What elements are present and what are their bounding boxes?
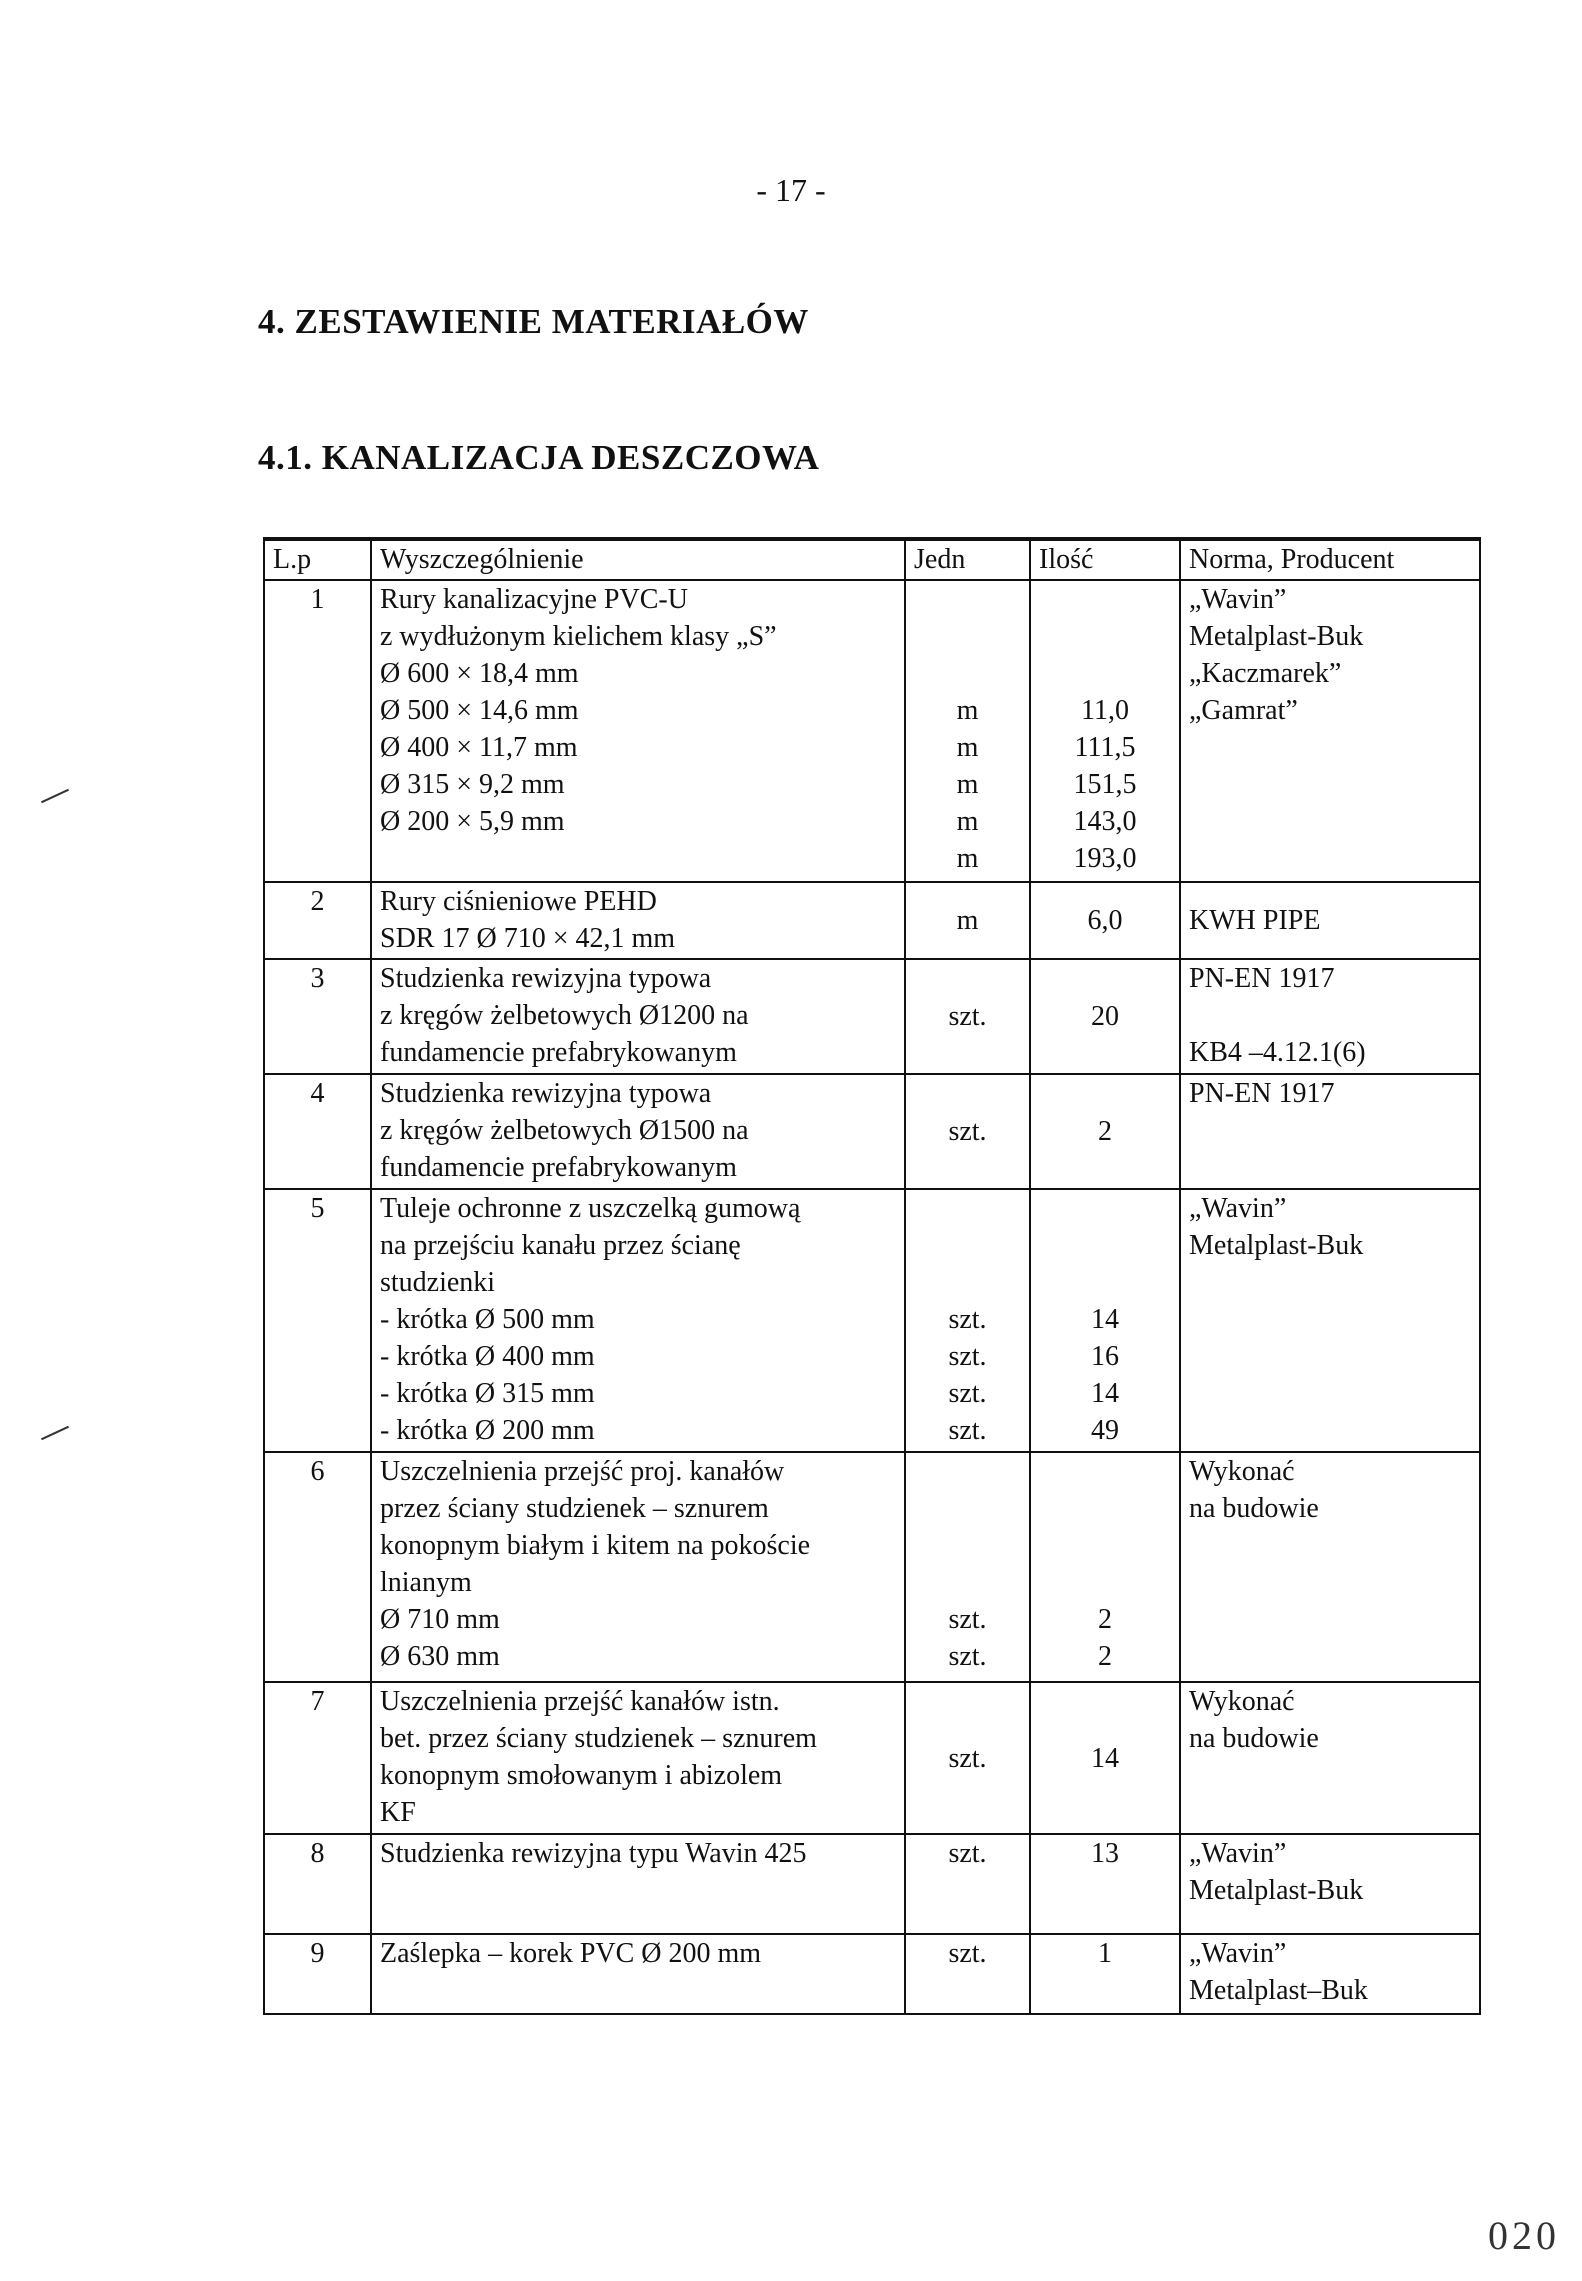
row-quantity: 14 <box>1030 1682 1180 1834</box>
description-line: Tuleje ochronne z uszczelką gumową <box>380 1193 801 1224</box>
margin-pencil-mark <box>41 1426 69 1440</box>
quantity-value: 14 <box>1091 1378 1119 1409</box>
description-line: Uszczelnienia przejść kanałów istn. <box>380 1686 780 1717</box>
row-unit: szt. <box>905 1834 1030 1934</box>
row-norm <box>1180 1452 1480 1682</box>
quantity-value: 2 <box>1098 1604 1112 1635</box>
quantity-value: 151,5 <box>1073 769 1137 800</box>
row-description <box>371 1682 905 1834</box>
row-number: 8 <box>264 1834 371 1934</box>
description-line: Ø 630 mm <box>380 1641 500 1672</box>
unit-value: szt. <box>948 1341 987 1372</box>
unit-value: szt. <box>948 1304 987 1335</box>
description-line: studzienki <box>380 1267 496 1298</box>
norm-line: Metalplast-Buk <box>1189 1875 1364 1906</box>
header-description: Wyszczególnienie <box>371 539 905 580</box>
unit-value: m <box>956 732 979 763</box>
description-line: KF <box>380 1797 416 1828</box>
description-line: na przejściu kanału przez ścianę <box>380 1230 741 1261</box>
description-line: Rury kanalizacyjne PVC-U <box>380 584 688 615</box>
quantity-value: 143,0 <box>1073 806 1137 837</box>
row-quantity: 13 <box>1030 1834 1180 1934</box>
description-line: lnianym <box>380 1567 472 1598</box>
row-unit <box>905 580 1030 882</box>
row-norm: KWH PIPE <box>1180 882 1480 959</box>
norm-line: „Wavin” <box>1189 1838 1287 1869</box>
table-row <box>264 1834 1480 1934</box>
table-row <box>264 882 1480 959</box>
row-description <box>371 1834 905 1934</box>
row-description <box>371 1074 905 1189</box>
quantity-value: 193,0 <box>1073 843 1137 874</box>
row-number: 3 <box>264 959 371 1074</box>
row-description <box>371 1934 905 2014</box>
norm-line: KB4 –4.12.1(6) <box>1189 1037 1366 1068</box>
row-norm <box>1180 1834 1480 1934</box>
row-unit: szt. <box>905 1682 1030 1834</box>
row-number: 9 <box>264 1934 371 2014</box>
header-quantity: Ilość <box>1030 539 1180 580</box>
quantity-value: 14 <box>1091 1304 1119 1335</box>
description-line: - krótka Ø 500 mm <box>380 1304 595 1335</box>
unit-value: m <box>956 769 979 800</box>
description-line: Ø 400 × 11,7 mm <box>380 732 578 763</box>
row-norm <box>1180 959 1480 1074</box>
description-line: Ø 200 × 5,9 mm <box>380 806 565 837</box>
norm-line: „Wavin” <box>1189 1193 1287 1224</box>
description-line: Studzienka rewizyjna typowa <box>380 963 712 994</box>
row-quantity: 20 <box>1030 959 1180 1074</box>
description-line: SDR 17 Ø 710 × 42,1 mm <box>380 923 676 954</box>
header-lp: L.p <box>264 539 371 580</box>
archive-stamp-number: 020 <box>1488 2213 1560 2258</box>
description-line: z kręgów żelbetowych Ø1200 na <box>380 1000 749 1031</box>
table-row <box>264 1074 1480 1189</box>
header-unit: Jedn <box>905 539 1030 580</box>
unit-value: szt. <box>948 1378 987 1409</box>
row-number: 1 <box>264 580 371 882</box>
norm-line: „Wavin” <box>1189 584 1287 615</box>
norm-line: na budowie <box>1189 1493 1319 1524</box>
row-norm: PN-EN 1917 <box>1180 1074 1480 1189</box>
row-norm <box>1180 1682 1480 1834</box>
row-description <box>371 1452 905 1682</box>
row-number: 4 <box>264 1074 371 1189</box>
quantity-value: 49 <box>1091 1415 1119 1446</box>
row-quantity <box>1030 580 1180 882</box>
description-line: - krótka Ø 200 mm <box>380 1415 595 1446</box>
row-quantity <box>1030 1452 1180 1682</box>
materials-table <box>263 537 1481 2015</box>
description-line: Ø 710 mm <box>380 1604 500 1635</box>
row-norm <box>1180 1934 1480 2014</box>
description-line: fundamencie prefabrykowanym <box>380 1037 737 1068</box>
row-quantity: 1 <box>1030 1934 1180 2014</box>
norm-line: Metalplast-Buk <box>1189 1230 1364 1261</box>
table-row <box>264 959 1480 1074</box>
description-line: Uszczelnienia przejść proj. kanałów <box>380 1456 785 1487</box>
section-title: 4. ZESTAWIENIE MATERIAŁÓW <box>258 302 809 341</box>
row-description <box>371 959 905 1074</box>
description-line: Studzienka rewizyjna typowa <box>380 1078 712 1109</box>
row-unit <box>905 1452 1030 1682</box>
row-description <box>371 580 905 882</box>
description-line: - krótka Ø 400 mm <box>380 1341 595 1372</box>
unit-value: szt. <box>948 1415 987 1446</box>
row-unit <box>905 1189 1030 1452</box>
row-number: 2 <box>264 882 371 959</box>
unit-value: m <box>956 843 979 874</box>
description-line: Ø 500 × 14,6 mm <box>380 695 579 726</box>
quantity-value: 2 <box>1098 1641 1112 1672</box>
row-description <box>371 1189 905 1452</box>
row-unit: m <box>905 882 1030 959</box>
row-norm <box>1180 580 1480 882</box>
row-number: 7 <box>264 1682 371 1834</box>
norm-line: „Kaczmarek” <box>1189 658 1342 689</box>
norm-line <box>1189 997 1471 1034</box>
subsection-title: 4.1. KANALIZACJA DESZCZOWA <box>258 438 820 477</box>
norm-line: „Gamrat” <box>1189 695 1298 726</box>
unit-value: m <box>956 695 979 726</box>
description-line: Ø 600 × 18,4 mm <box>380 658 579 689</box>
table-row <box>264 1934 1480 2014</box>
description-line: fundamencie prefabrykowanym <box>380 1152 737 1183</box>
norm-line: Wykonać <box>1189 1456 1295 1487</box>
row-quantity: 6,0 <box>1030 882 1180 959</box>
row-unit: szt. <box>905 1934 1030 2014</box>
description-line: Zaślepka – korek PVC Ø 200 mm <box>380 1938 762 1969</box>
description-line: przez ściany studzienek – sznurem <box>380 1493 769 1524</box>
table-row <box>264 1189 1480 1452</box>
row-description <box>371 882 905 959</box>
table-row <box>264 1452 1480 1682</box>
description-line: konopnym białym i kitem na pokoście <box>380 1530 811 1561</box>
description-line: - krótka Ø 315 mm <box>380 1378 595 1409</box>
margin-pencil-mark <box>41 789 69 803</box>
quantity-value: 111,5 <box>1074 732 1136 763</box>
norm-line: Metalplast-Buk <box>1189 621 1364 652</box>
table-row <box>264 580 1480 882</box>
header-norm-producer: Norma, Producent <box>1180 539 1480 580</box>
unit-value: szt. <box>948 1641 987 1672</box>
quantity-value: 11,0 <box>1081 695 1129 726</box>
table-header-row <box>264 539 1480 580</box>
row-number: 6 <box>264 1452 371 1682</box>
norm-line: Metalplast–Buk <box>1189 1975 1368 2006</box>
description-line: Rury ciśnieniowe PEHD <box>380 886 657 917</box>
row-unit: szt. <box>905 959 1030 1074</box>
norm-line: Wykonać <box>1189 1686 1295 1717</box>
description-line: z kręgów żelbetowych Ø1500 na <box>380 1115 749 1146</box>
norm-line: na budowie <box>1189 1723 1319 1754</box>
row-quantity: 2 <box>1030 1074 1180 1189</box>
norm-line: PN-EN 1917 <box>1189 963 1335 994</box>
description-line: bet. przez ściany studzienek – sznurem <box>380 1723 817 1754</box>
row-number: 5 <box>264 1189 371 1452</box>
description-line: z wydłużonym kielichem klasy „S” <box>380 621 777 652</box>
page-number: - 17 - <box>756 172 826 208</box>
unit-value: m <box>956 806 979 837</box>
description-line: konopnym smołowanym i abizolem <box>380 1760 783 1791</box>
norm-line: „Wavin” <box>1189 1938 1287 1969</box>
description-line: Studzienka rewizyjna typu Wavin 425 <box>380 1838 807 1869</box>
row-quantity <box>1030 1189 1180 1452</box>
unit-value: szt. <box>948 1604 987 1635</box>
table-row <box>264 1682 1480 1834</box>
quantity-value: 16 <box>1091 1341 1119 1372</box>
description-line: Ø 315 × 9,2 mm <box>380 769 565 800</box>
row-unit: szt. <box>905 1074 1030 1189</box>
row-norm <box>1180 1189 1480 1452</box>
